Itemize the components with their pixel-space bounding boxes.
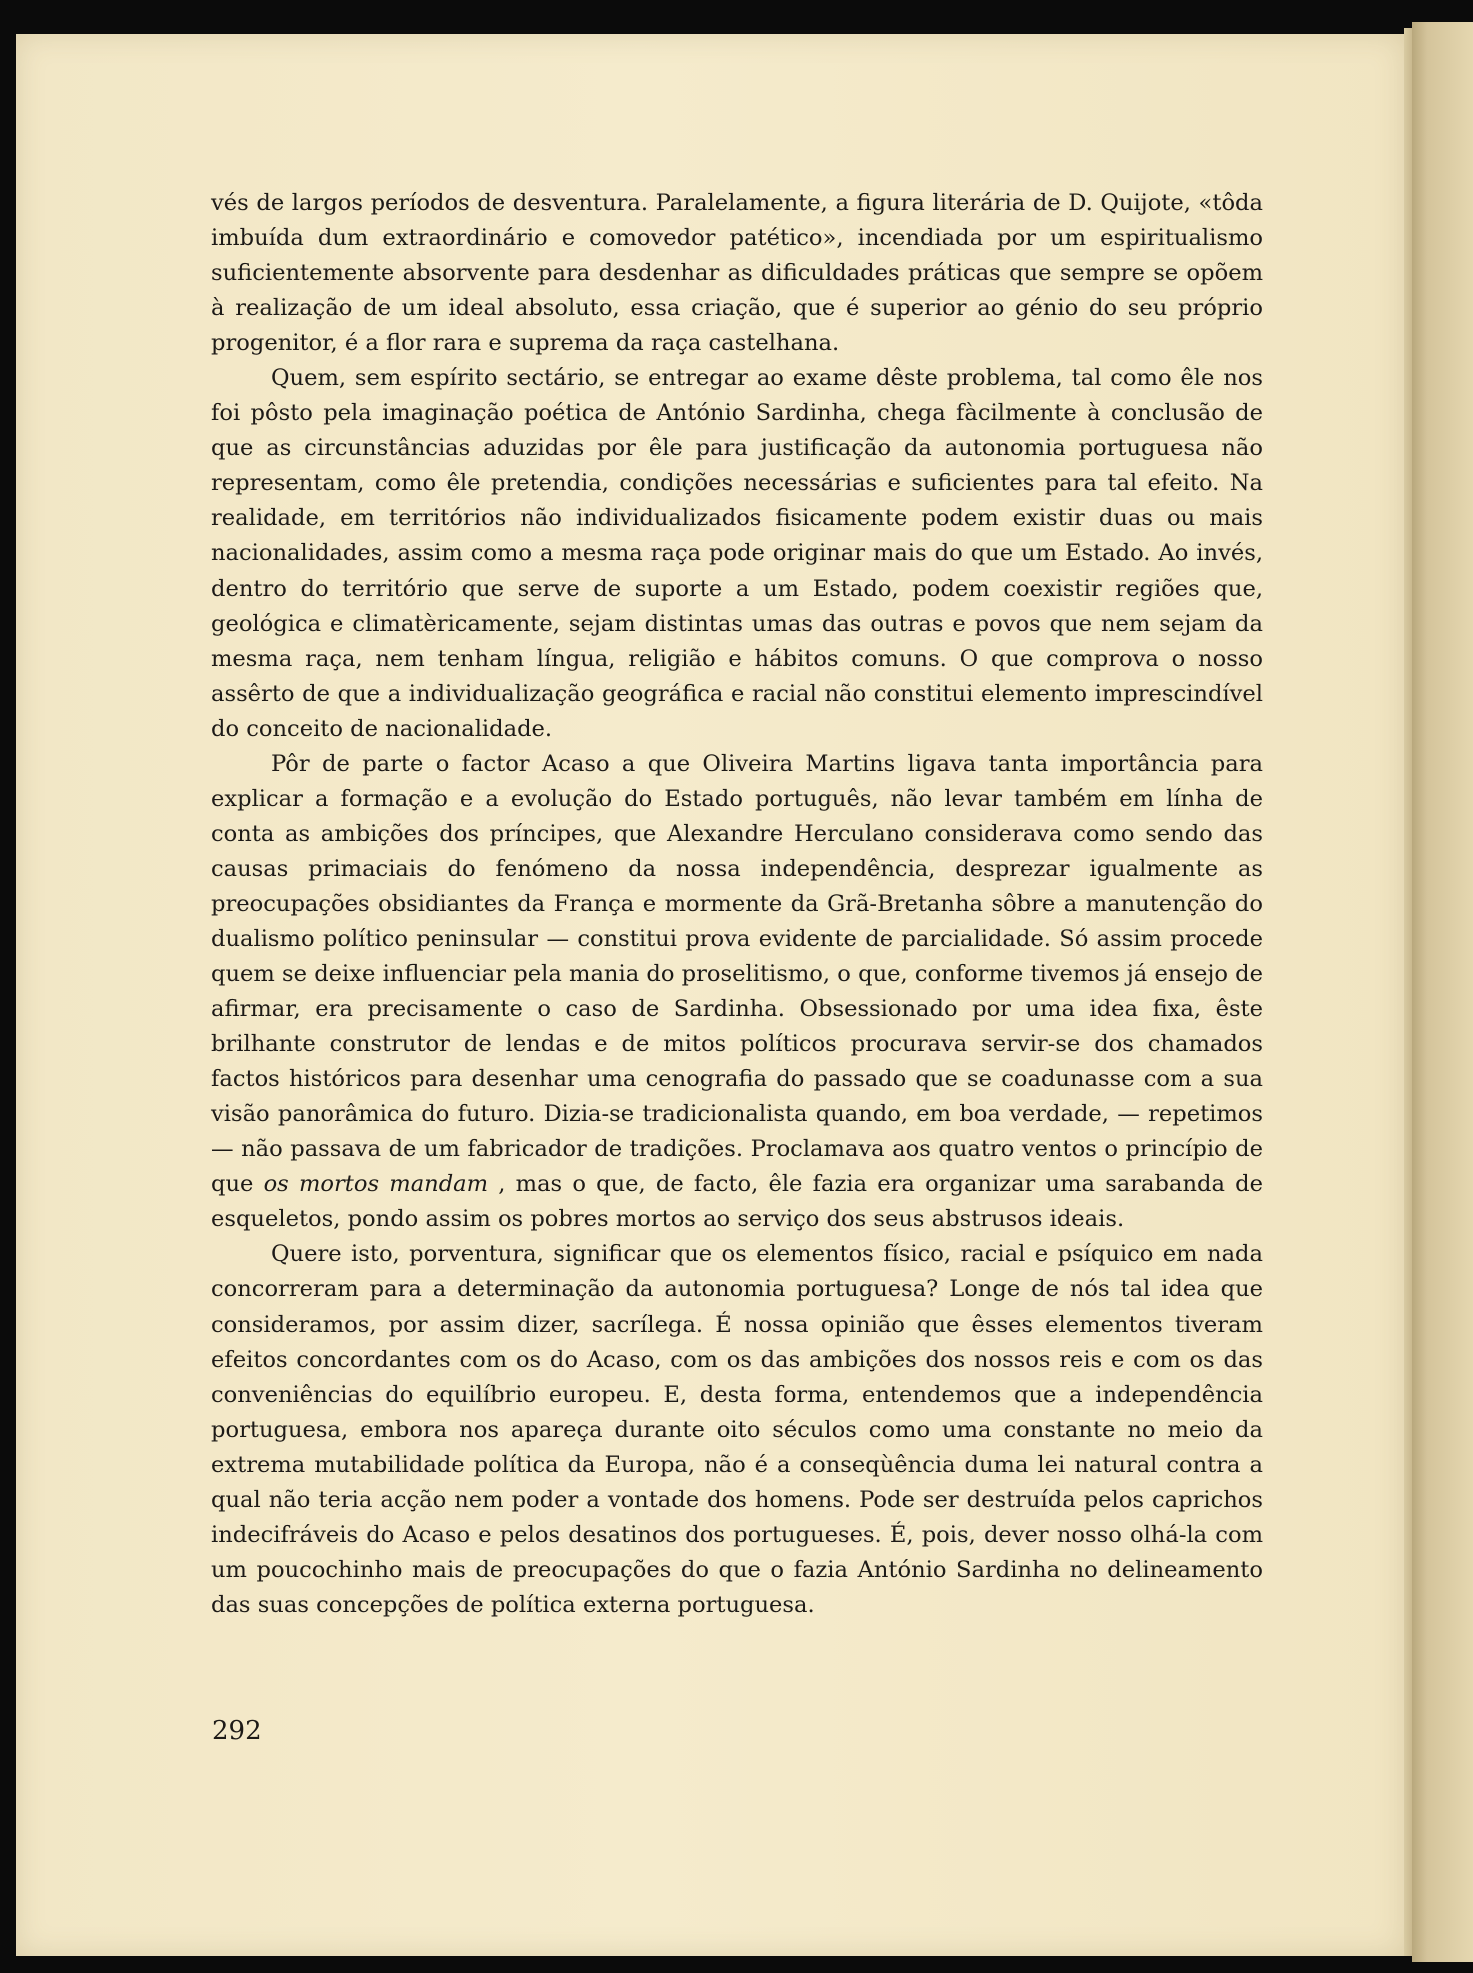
page-gutter-shadow (1404, 28, 1412, 1956)
paragraph-3-text-after: , mas o que, de facto, êle fazia era organizar uma sarabanda de esqueletos, pondo assim os pobres mortos ao serviço dos seus abstrusos ideais. (211, 1171, 1263, 1233)
paragraph-3 (211, 747, 1263, 1238)
paragraph-1: vés de largos períodos de desventura. Paralelamente, a figura literária de D. Quijote, «tôda imbuída dum extraordinário e comovedor patético», incendiada por um espiritualismo suficientemente absorvente para desdenhar as dificuldades práticas que sempre se opõem à realização de um ideal absoluto, essa criação, que é superior ao génio do seu próprio progenitor, é a flor rara e suprema da raça castelhana. (211, 190, 1263, 357)
paragraph-3-italic-phrase: os mortos mandam (263, 1171, 489, 1198)
page-number: 292 (212, 1716, 262, 1746)
paragraph-4: Quere isto, porventura, significar que os elementos físico, racial e psíquico em nada concorreram para a determinação da autonomia portuguesa? Longe de nós tal idea que consideramos, por assim dizer, sacrílega. É nossa opinião que êsses elementos tiveram efeitos concordantes com os do Acaso, com os das ambições dos nossos reis e com os das conveniências do equilíbrio europeu. E, desta forma, entendemos que a independência portuguesa, embora nos apareça durante oito séculos como uma constante no meio da extrema mutabilidade política da Europa, não é a conseqùência duma lei natural contra a qual não teria acção nem poder a vontade dos homens. Pode ser destruída pelos caprichos indecifráveis do Acaso e pelos desatinos dos portugueses. É, pois, dever nosso olhá-la com um poucochinho mais de preocupações do que o fazia António Sardinha no delineamento das suas concepções de política externa portuguesa. (211, 1241, 1263, 1618)
body-text (211, 186, 1263, 1623)
paragraph-2: Quem, sem espírito sectário, se entregar ao exame dêste problema, tal como êle nos foi pôsto pela imaginação poética de António Sardinha, chega fàcilmente à conclusão de que as circunstâncias aduzidas por êle para justificação da autonomia portuguesa não representam, como êle pretendia, condições necessárias e suficientes para tal efeito. Na realidade, em territórios não individualizados fisicamente podem existir duas ou mais nacionalidades, assim como a mesma raça pode originar mais do que um Estado. Ao invés, dentro do território que serve de suporte a um Estado, podem coexistir regiões que, geológica e climatèricamente, sejam distintas umas das outras e povos que nem sejam da mesma raça, nem tenham língua, religião e hábitos comuns. O que comprova o nosso assêrto de que a individualização geográfica e racial não constitui elemento imprescindível do conceito de nacionalidade. (211, 365, 1263, 742)
paragraph-3-text-before: Pôr de parte o factor Acaso a que Oliveira Martins ligava tanta importância para explicar a formação e a evolução do Estado português, não levar também em línha de conta as ambições dos príncipes, que Alexandre Herculano considerava como sendo das causas primaciais do fenómeno da nossa independência, desprezar igualmente as preocupações obsidiantes da França e mormente da Grã-Bretanha sôbre a manutenção do dualismo político peninsular — constitui prova evidente de parcialidade. Só assim procede quem se deixe influenciar pela mania do proselitismo, o que, conforme tivemos já ensejo de afirmar, era precisamente o caso de Sardinha. Obsessionado por uma idea fixa, êste brilhante construtor de lendas e de mitos políticos procurava servir-se dos chamados factos históricos para desenhar uma cenografia do passado que se coadunasse com a sua visão panorâmica do futuro. Dizia-se tradicionalista quando, em boa verdade, — repetimos — não passava de um fabricador de tradições. Proclamava aos quatro ventos o princípio de que (211, 750, 1263, 1198)
adjacent-page-edge (1412, 22, 1473, 1962)
